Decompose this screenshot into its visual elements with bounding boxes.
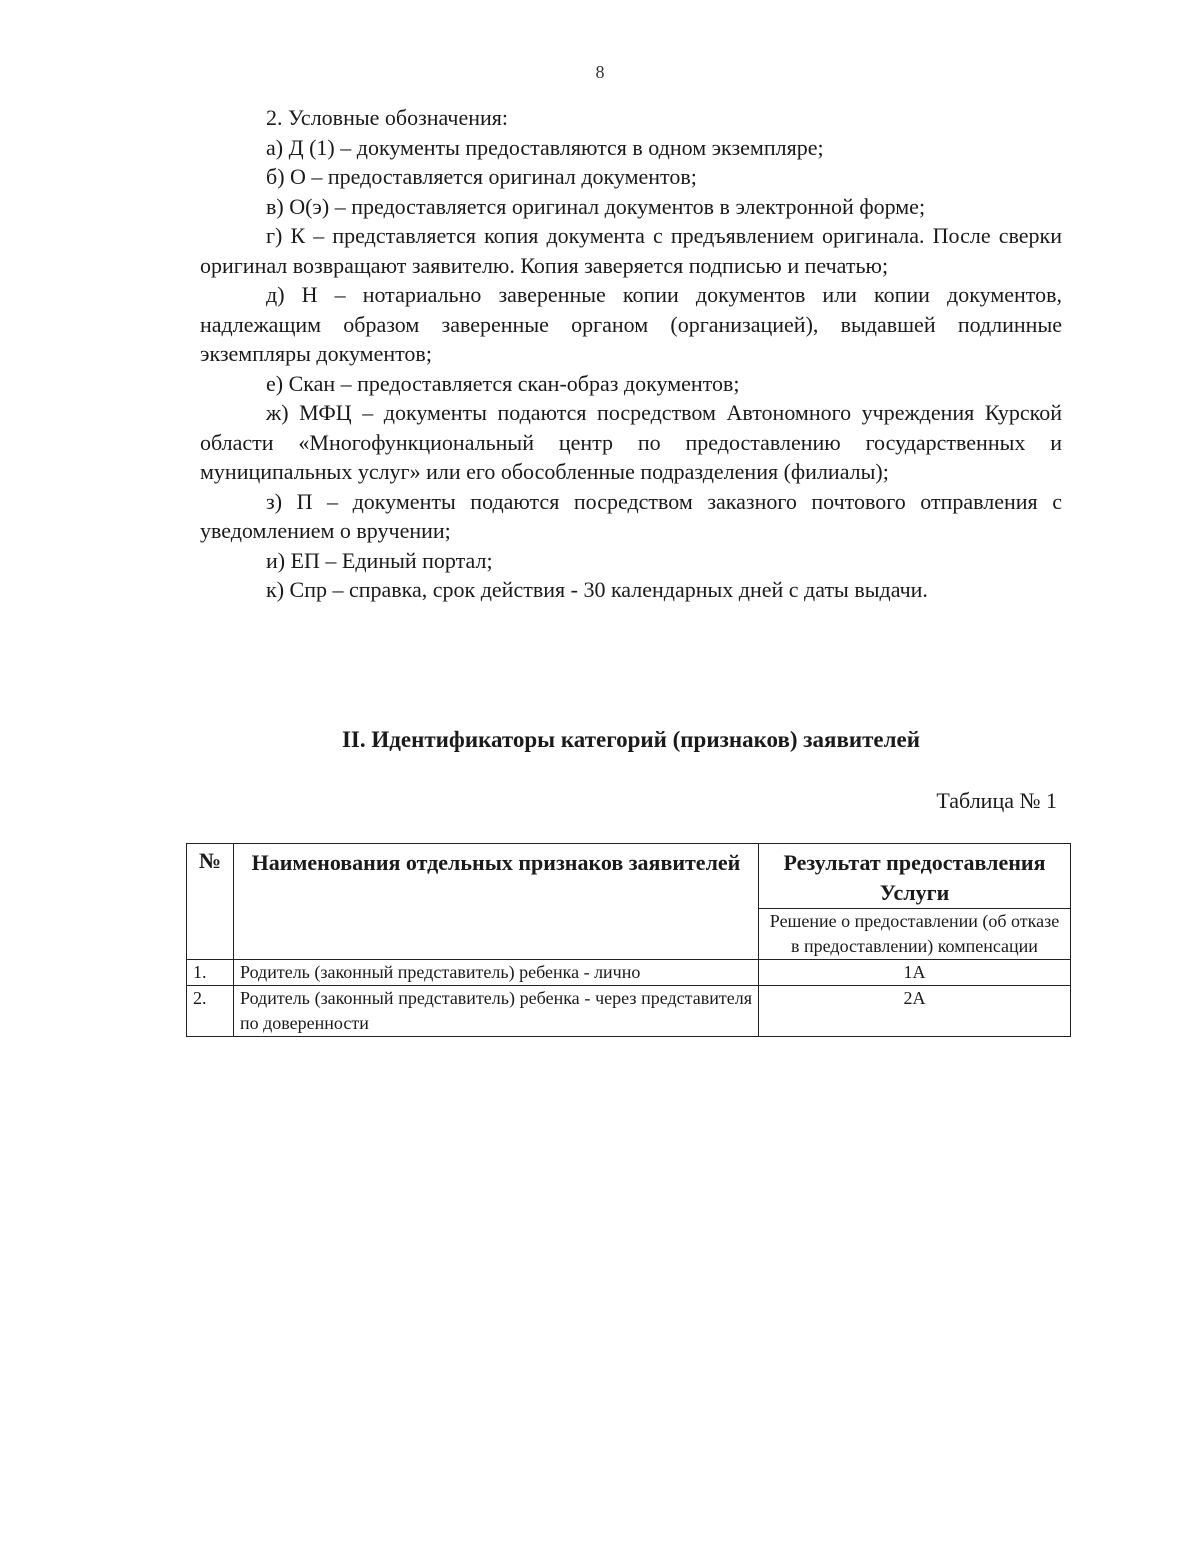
- legend-item-i: и) ЕП – Единый портал;: [266, 547, 493, 573]
- header-number: №: [187, 844, 234, 960]
- header-result-sub: Решение о предоставлении (об отказе в предоставлении) компенсации: [759, 909, 1071, 960]
- header-name: Наименования отдельных признаков заявителей: [234, 844, 759, 960]
- row-number: 2.: [187, 986, 234, 1037]
- row-code: 2А: [759, 986, 1071, 1037]
- table-row: [187, 960, 1071, 986]
- legend-item-b: б) О – предоставляется оригинал документов;: [266, 164, 697, 189]
- legend-item-e: е) Скан – предоставляется скан-образ документов;: [266, 370, 740, 396]
- applicant-identifiers-table: [186, 843, 1071, 1037]
- header-result: Результат предоставления Услуги: [759, 844, 1071, 909]
- legend-item-v: в) О(э) – предоставляется оригинал документов в электронной форме;: [266, 193, 926, 219]
- page-number: 8: [595, 62, 605, 82]
- row-number: 1.: [187, 960, 234, 986]
- table-caption: Таблица № 1: [936, 788, 1057, 813]
- table-header-row: [187, 844, 1071, 909]
- legend-item-g: г) К – представляется копия документа с предъявлением оригинала. После сверки оригинал возвращают заявителю. Копия заверяется подписью и печатью;: [200, 223, 1062, 278]
- table-row: [187, 986, 1071, 1037]
- row-name: Родитель (законный представитель) ребенка - через представителя по доверенности: [234, 986, 759, 1037]
- legend-list: [200, 103, 1062, 605]
- row-code: 1А: [759, 960, 1071, 986]
- legend-item-d: д) Н – нотариально заверенные копии документов или копии документов, надлежащим образом заверенные органом (организацией), выдавшей подлинные экземпляры документов;: [200, 282, 1062, 366]
- row-name: Родитель (законный представитель) ребенка - лично: [234, 960, 759, 986]
- legend-item-a: а) Д (1) – документы предоставляются в одном экземпляре;: [266, 134, 824, 160]
- legend-item-k: к) Спр – справка, срок действия - 30 календарных дней с даты выдачи.: [266, 577, 928, 602]
- legend-item-zh: ж) МФЦ – документы подаются посредством Автономного учреждения Курской области «Многофункциональный центр по предоставлению государственных и муниципальных услуг» или его обособленные подразделения (филиалы);: [200, 400, 1062, 484]
- legend-item-z: з) П – документы подаются посредством заказного почтового отправления с уведомлением о вручении;: [200, 488, 1062, 543]
- section-heading: II. Идентификаторы категорий (признаков) заявителей: [341, 727, 921, 752]
- legend-title: 2. Условные обозначения:: [266, 105, 509, 130]
